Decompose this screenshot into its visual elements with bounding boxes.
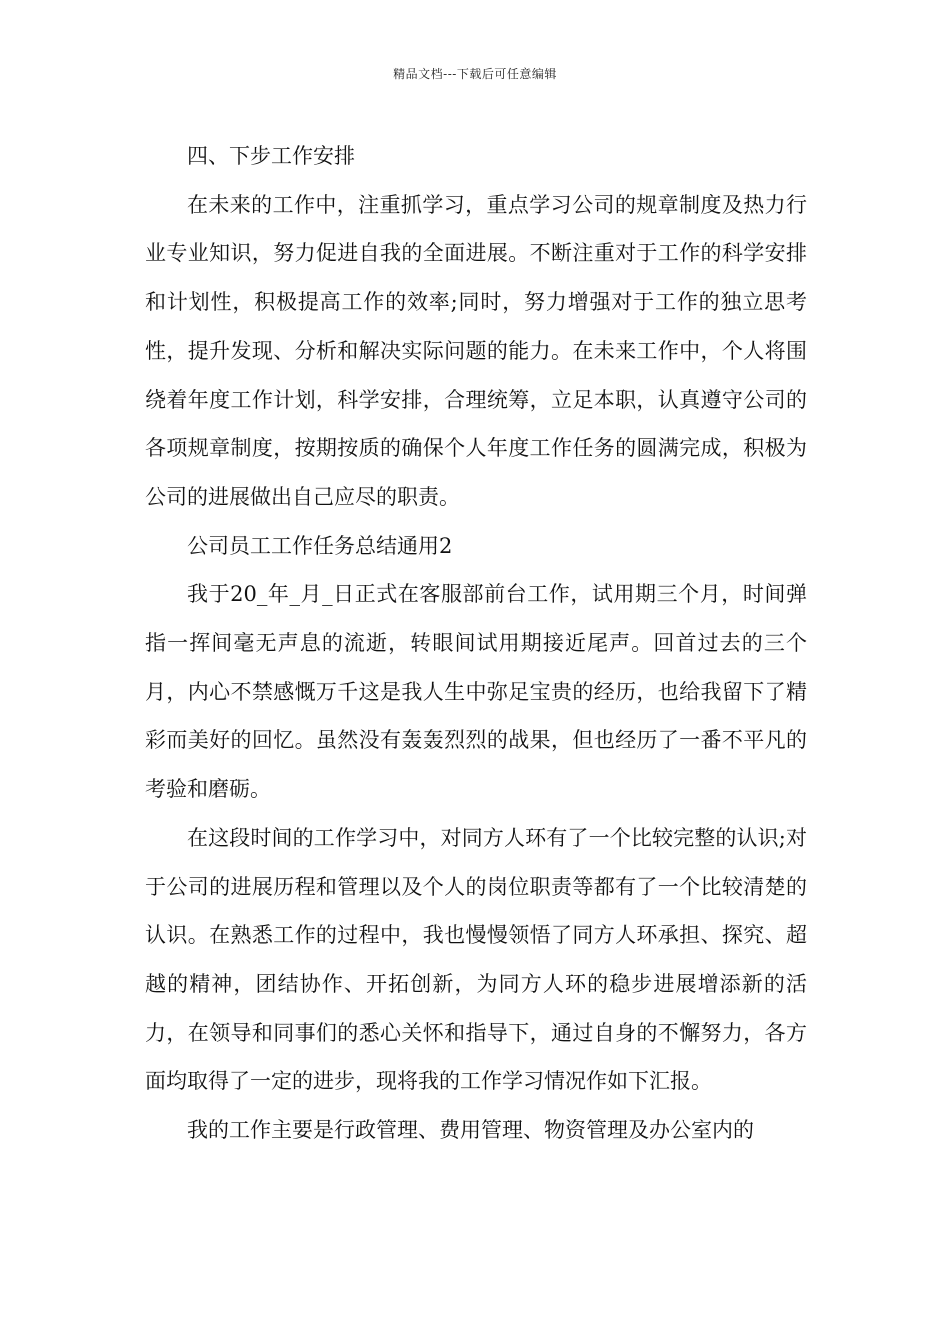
paragraph: 在未来的工作中，注重抓学习，重点学习公司的规章制度及热力行业专业知识，努力促进自我的全面进展。不断注重对于工作的科学安排和计划性，积极提高工作的效率;同时，努力增强对于工作的独立思考性，提升发现、分析和解决实际问题的能力。在未来工作中，个人将围绕着年度工作计划，科学安排，合理统筹，立足本职，认真遵守公司的各项规章制度，按期按质的确保个人年度工作任务的圆满完成，积极为公司的进展做出自己应尽的职责。 bbox=[145, 192, 807, 509]
section-heading: 四、下步工作安排 bbox=[187, 144, 355, 168]
paragraph: 在这段时间的工作学习中，对同方人环有了一个比较完整的认识;对于公司的进展历程和管理以及个人的岗位职责等都有了一个比较清楚的认识。在熟悉工作的过程中，我也慢慢领悟了同方人环承担、探究、超越的精神，团结协作、开拓创新，为同方人环的稳步进展增添新的活力，在领导和同事们的悉心关怀和指导下，通过自身的不懈努力，各方面均取得了一定的进步，现将我的工作学习情况作如下汇报。 bbox=[145, 825, 807, 1094]
document-body bbox=[145, 132, 807, 1155]
paragraph: 我的工作主要是行政管理、费用管理、物资管理及办公室内的 bbox=[187, 1118, 754, 1143]
page-header: 精品文档---下载后可任意编辑 bbox=[393, 67, 557, 81]
document-subtitle: 公司员工工作任务总结通用2 bbox=[187, 533, 453, 558]
paragraph: 我于20_年_月_日正式在客服部前台工作，试用期三个月，时间弹指一挥间毫无声息的流逝，转眼间试用期接近尾声。回首过去的三个月，内心不禁感慨万千这是我人生中弥足宝贵的经历，也给我留下了精彩而美好的回忆。虽然没有轰轰烈烈的战果，但也经历了一番不平凡的考验和磨砺。 bbox=[145, 582, 807, 802]
